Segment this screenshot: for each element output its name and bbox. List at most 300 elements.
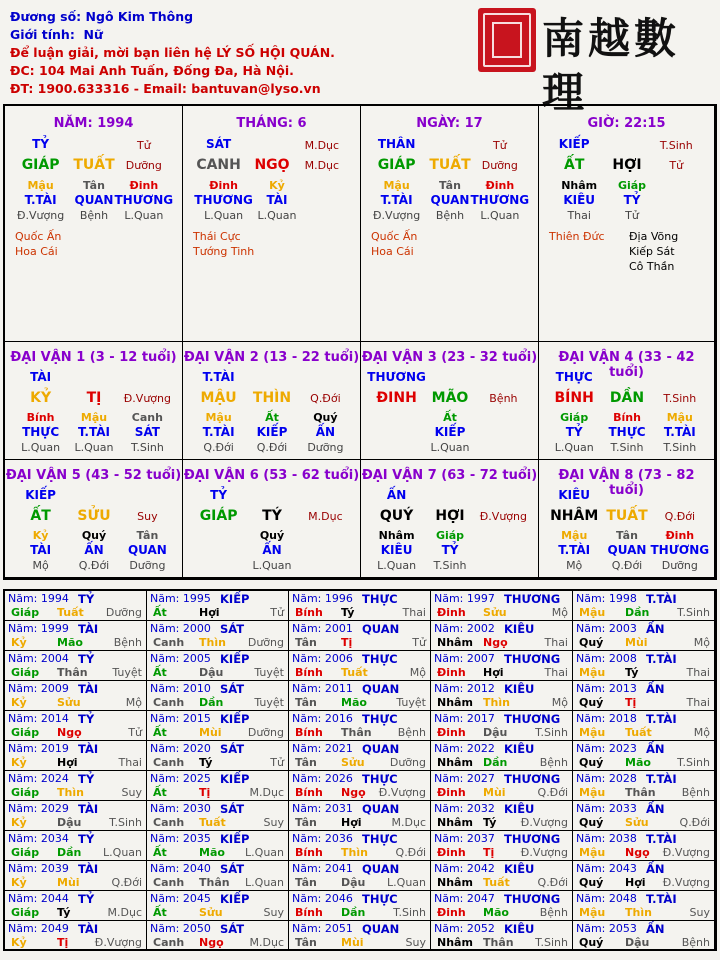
year-god: KIÊU xyxy=(504,622,535,636)
year-god: KIẾP xyxy=(220,592,250,606)
year-stage: Bệnh xyxy=(539,756,568,769)
dai-van-stem: KỶ xyxy=(30,390,52,406)
hidden-stem-stage: L.Quan xyxy=(204,209,244,222)
year-branch: Thân xyxy=(57,666,88,679)
dai-van-god: TỶ xyxy=(210,488,228,502)
hidden-stem-stage: T.Sinh xyxy=(130,441,164,454)
yearly-luck-grid xyxy=(3,589,717,951)
pillar-stage: Dưỡng xyxy=(125,159,162,172)
year-label: Năm: 2012 xyxy=(434,682,495,695)
hidden-stem-god: KIÊU xyxy=(380,543,413,557)
hidden-stem: Đinh xyxy=(665,529,695,542)
year-cell xyxy=(573,921,715,951)
year-cell xyxy=(573,651,715,681)
year-stage: Đ.Vượng xyxy=(520,816,568,829)
pillar-stage: M.Dục xyxy=(304,159,340,172)
hidden-stem-god: TỶ xyxy=(565,425,583,439)
year-cell xyxy=(5,861,147,891)
year-cell xyxy=(573,741,715,771)
year-stage: T.Sinh xyxy=(677,606,710,619)
year-stage: Suy xyxy=(263,816,284,829)
dai-van-stage: M.Dục xyxy=(308,510,343,523)
year-god: ẤN xyxy=(646,682,665,696)
year-cell xyxy=(147,681,289,711)
year-branch: Sửu xyxy=(483,606,507,619)
year-god: SÁT xyxy=(220,682,245,696)
year-label: Năm: 2049 xyxy=(8,922,69,935)
dai-van-cell xyxy=(183,460,361,578)
year-god: ẤN xyxy=(646,742,665,756)
dai-van-title: ĐẠI VẬN 4 (33 - 42 tuổi) xyxy=(558,350,695,380)
year-branch: Mùi xyxy=(57,876,80,889)
hidden-stem-stage: L.Quan xyxy=(554,441,594,454)
pillar-cell xyxy=(361,106,539,342)
year-cell xyxy=(431,651,573,681)
year-god: SÁT xyxy=(220,622,245,636)
year-god: THỰC xyxy=(362,892,398,906)
year-stage: Q.Đới xyxy=(111,876,142,889)
year-stage: Q.Đới xyxy=(679,816,710,829)
year-stage: Q.Đới xyxy=(537,876,568,889)
hidden-stem-god: TỶ xyxy=(441,543,459,557)
year-god: KIẾP xyxy=(220,652,250,666)
year-branch: Thìn xyxy=(57,786,84,799)
hidden-stem: Nhâm xyxy=(378,529,415,542)
pillar-cell xyxy=(539,106,715,342)
year-cell xyxy=(5,621,147,651)
pillar-cell xyxy=(5,106,183,342)
pillar-stem-god: KIẾP xyxy=(558,137,590,151)
year-branch: Mùi xyxy=(625,636,648,649)
year-stage: M.Dục xyxy=(391,816,426,829)
year-branch: Hợi xyxy=(483,666,504,679)
dai-van-title: ĐẠI VẬN 3 (23 - 32 tuổi) xyxy=(361,350,538,365)
year-cell xyxy=(573,831,715,861)
hidden-stem: Quý xyxy=(81,529,107,542)
hidden-stem: Quý xyxy=(313,411,338,424)
hidden-stem-stage: L.Quan xyxy=(377,559,417,572)
year-label: Năm: 2018 xyxy=(576,712,637,725)
pillar-title: THÁNG: 6 xyxy=(236,116,307,131)
hidden-stem-stage: Dưỡng xyxy=(661,559,698,572)
hidden-stem-god: KIẾP xyxy=(434,425,466,439)
dai-van-branch: DẦN xyxy=(609,390,645,406)
year-god: SÁT xyxy=(220,802,245,816)
year-cell xyxy=(289,681,431,711)
year-cell xyxy=(431,591,573,621)
year-label: Năm: 2025 xyxy=(150,772,211,785)
year-god: SÁT xyxy=(220,922,245,936)
year-branch: Ngọ xyxy=(57,726,82,739)
year-cell xyxy=(289,621,431,651)
year-stage: M.Dục xyxy=(107,906,142,919)
dai-van-stem: MẬU xyxy=(200,390,237,406)
year-stage: Bệnh xyxy=(113,636,142,649)
year-stem: Kỷ xyxy=(11,816,27,829)
year-stem: Đinh xyxy=(437,606,466,619)
year-stem: Đinh xyxy=(437,666,466,679)
year-cell xyxy=(573,801,715,831)
year-stage: Tuyệt xyxy=(254,696,284,709)
year-god: TÀI xyxy=(78,862,99,876)
hidden-stem-stage: Mộ xyxy=(32,559,49,572)
year-stem: Đinh xyxy=(437,846,466,859)
hidden-stem: Giáp xyxy=(617,179,647,192)
pillar-stage: Tử xyxy=(669,159,684,172)
year-branch: Tị xyxy=(199,786,211,799)
year-branch: Sửu xyxy=(199,906,223,919)
year-god: T.TÀI xyxy=(646,652,677,666)
year-stem: Ất xyxy=(153,786,167,799)
year-label: Năm: 2005 xyxy=(150,652,211,665)
year-branch: Mão xyxy=(341,696,367,709)
hidden-stem: Canh xyxy=(131,411,163,424)
year-cell xyxy=(5,591,147,621)
brand-logo xyxy=(478,8,713,117)
hidden-stem-stage: Q.Đới xyxy=(611,559,643,572)
hidden-stem-stage: Dưỡng xyxy=(129,559,166,572)
year-stem: Bính xyxy=(295,666,323,679)
year-god: KIÊU xyxy=(504,922,535,936)
year-cell xyxy=(5,741,147,771)
pillar-branch: NGỌ xyxy=(254,157,290,173)
year-stem: Bính xyxy=(295,906,323,919)
year-label: Năm: 2050 xyxy=(150,922,211,935)
year-cell xyxy=(289,651,431,681)
dai-van-cell xyxy=(539,460,715,578)
year-god: KIẾP xyxy=(220,712,250,726)
year-stem: Giáp xyxy=(11,906,40,919)
year-cell xyxy=(431,831,573,861)
hidden-stem-god: T.TÀI xyxy=(78,425,110,439)
year-god: T.TÀI xyxy=(646,892,677,906)
pillar-stem-status: Tử xyxy=(492,139,507,152)
year-stage: L.Quan xyxy=(245,876,284,889)
dai-van-stem: BÍNH xyxy=(554,390,594,406)
pillar-title: NGÀY: 17 xyxy=(416,116,483,131)
hidden-stem-stage: Mộ xyxy=(566,559,583,572)
year-branch: Sửu xyxy=(57,696,81,709)
year-label: Năm: 2016 xyxy=(292,712,353,725)
year-branch: Sửu xyxy=(625,816,649,829)
hidden-stem: Giáp xyxy=(560,411,589,424)
year-god: TÀI xyxy=(78,682,99,696)
year-cell xyxy=(431,801,573,831)
year-god: KIÊU xyxy=(504,682,535,696)
year-cell xyxy=(573,861,715,891)
year-cell xyxy=(431,771,573,801)
pillar-title: NĂM: 1994 xyxy=(53,116,134,131)
pillar-stem-status: Tử xyxy=(136,139,151,152)
year-god: SÁT xyxy=(220,862,245,876)
hidden-stem: Tân xyxy=(439,179,461,192)
dai-van-stage: Q.Đới xyxy=(664,510,696,523)
dai-van-branch: TUẤT xyxy=(606,508,648,524)
hidden-stem: Ất xyxy=(443,411,457,424)
hidden-stem: Ất xyxy=(265,411,279,424)
hidden-stem: Mậu xyxy=(80,411,108,424)
dai-van-stage: Đ.Vượng xyxy=(123,392,171,405)
year-god: TÀI xyxy=(78,802,99,816)
year-branch: Ngọ xyxy=(483,636,508,649)
hidden-stem: Đinh xyxy=(485,179,515,192)
year-stage: T.Sinh xyxy=(535,726,568,739)
year-stem: Mậu xyxy=(579,726,606,739)
year-god: THƯƠNG xyxy=(504,772,561,786)
phone-email-line: ĐT: 1900.633316 - Email: bantuvan@lyso.vn xyxy=(10,81,321,96)
year-god: SÁT xyxy=(220,742,245,756)
pillar-stem-status: M.Dục xyxy=(304,139,340,152)
year-stage: Thai xyxy=(118,756,142,769)
year-branch: Thân xyxy=(483,936,514,949)
year-label: Năm: 2002 xyxy=(434,622,495,635)
year-label: Năm: 2033 xyxy=(576,802,637,815)
year-cell xyxy=(147,771,289,801)
year-stem: Ất xyxy=(153,846,167,859)
pillar-branch: HỢI xyxy=(612,157,642,173)
dai-van-title: ĐẠI VẬN 1 (3 - 12 tuổi) xyxy=(10,350,177,365)
year-cell xyxy=(431,741,573,771)
year-cell xyxy=(573,621,715,651)
year-branch: Hợi xyxy=(341,816,362,829)
year-stage: Tuyệt xyxy=(112,666,142,679)
year-branch: Dần xyxy=(57,846,82,859)
year-branch: Hợi xyxy=(199,606,220,619)
year-branch: Tuất xyxy=(483,876,510,889)
year-stage: Q.Đới xyxy=(395,846,426,859)
year-label: Năm: 1999 xyxy=(8,622,69,635)
year-branch: Dậu xyxy=(57,816,82,829)
year-branch: Sửu xyxy=(341,756,365,769)
hidden-stem-stage: Thai xyxy=(567,209,591,222)
year-label: Năm: 2039 xyxy=(8,862,69,875)
pillar-cell xyxy=(183,106,361,342)
year-stage: Đ.Vượng xyxy=(520,846,568,859)
year-god: THỰC xyxy=(362,772,398,786)
pillar-branch: TUẤT xyxy=(73,157,115,173)
year-stem: Nhâm xyxy=(437,756,473,769)
year-stage: Mộ xyxy=(693,636,710,649)
year-branch: Tuất xyxy=(199,816,226,829)
hidden-stem: Kỷ xyxy=(269,179,285,192)
year-label: Năm: 2019 xyxy=(8,742,69,755)
year-stage: Đ.Vượng xyxy=(378,786,426,799)
pillar-stem: GIÁP xyxy=(21,157,60,173)
contact-line: Để luận giải, mời bạn liên hệ LÝ SỐ HỘI QUÁN. xyxy=(10,45,335,60)
hidden-stem-stage: Bệnh xyxy=(79,209,109,222)
year-branch: Dần xyxy=(341,906,366,919)
pillar-stem-god: SÁT xyxy=(206,137,232,151)
year-label: Năm: 2024 xyxy=(8,772,69,785)
dai-van-branch: TÝ xyxy=(262,508,282,524)
year-branch: Dần xyxy=(199,696,224,709)
logo-text: 南越數理 xyxy=(542,14,681,117)
hidden-stem-stage: T.Sinh xyxy=(610,441,644,454)
year-label: Năm: 2020 xyxy=(150,742,211,755)
year-label: Năm: 1994 xyxy=(8,592,69,605)
year-god: QUAN xyxy=(362,862,400,876)
hidden-stem-god: ẤN xyxy=(315,425,336,439)
hidden-stem-god: QUAN xyxy=(74,193,114,207)
year-stage: Suy xyxy=(689,906,710,919)
year-cell xyxy=(289,891,431,921)
year-god: THƯƠNG xyxy=(504,892,561,906)
pillar-stem: ẤT xyxy=(563,157,585,173)
pillar-title: GIỜ: 22:15 xyxy=(587,116,666,131)
hidden-stem-stage: Tử xyxy=(625,209,639,222)
year-stem: Nhâm xyxy=(437,636,473,649)
year-stage: L.Quan xyxy=(245,846,284,859)
year-stage: Dưỡng xyxy=(247,636,284,649)
year-stem: Kỷ xyxy=(11,636,27,649)
dai-van-stage: Bệnh xyxy=(489,392,518,405)
pillar-stem: GIÁP xyxy=(377,157,416,173)
year-stage: Q.Đới xyxy=(537,786,568,799)
year-stage: Thai xyxy=(544,636,568,649)
year-label: Năm: 2035 xyxy=(150,832,211,845)
year-cell xyxy=(289,591,431,621)
shensha-star: Quốc Ấn xyxy=(15,230,62,243)
year-branch: Mùi xyxy=(483,786,506,799)
hidden-stem-stage: T.Sinh xyxy=(433,559,467,572)
hidden-stem-god: ẤN xyxy=(84,543,104,557)
year-stage: Đ.Vượng xyxy=(662,846,710,859)
year-label: Năm: 2011 xyxy=(292,682,353,695)
year-stem: Đinh xyxy=(437,906,466,919)
dai-van-god: THỰC xyxy=(555,370,593,384)
hidden-stem-god: TÀI xyxy=(30,543,52,557)
year-stem: Quý xyxy=(579,876,604,889)
year-cell xyxy=(289,861,431,891)
year-stage: M.Dục xyxy=(249,786,284,799)
year-branch: Dần xyxy=(625,606,650,619)
year-stem: Quý xyxy=(579,936,604,949)
year-cell xyxy=(5,681,147,711)
year-god: THƯƠNG xyxy=(504,832,561,846)
pillar-branch: TUẤT xyxy=(429,157,471,173)
year-stem: Tân xyxy=(295,696,317,709)
year-god: TÀI xyxy=(78,622,99,636)
hidden-stem-god: QUAN xyxy=(430,193,470,207)
year-stem: Kỷ xyxy=(11,756,27,769)
year-god: KIẾP xyxy=(220,772,250,786)
year-stem: Tân xyxy=(295,816,317,829)
shensha-star: Tướng Tinh xyxy=(193,245,255,258)
year-label: Năm: 2037 xyxy=(434,832,495,845)
year-stem: Mậu xyxy=(579,786,606,799)
year-cell xyxy=(5,651,147,681)
hidden-stem-stage: L.Quan xyxy=(252,559,292,572)
year-god: QUAN xyxy=(362,682,400,696)
year-stage: T.Sinh xyxy=(535,936,568,949)
year-branch: Tuất xyxy=(341,666,368,679)
year-stage: Tuyệt xyxy=(396,696,426,709)
year-label: Năm: 2053 xyxy=(576,922,637,935)
year-god: THỰC xyxy=(362,652,398,666)
year-stem: Canh xyxy=(153,816,185,829)
year-branch: Dậu xyxy=(483,726,508,739)
year-god: KIÊU xyxy=(504,742,535,756)
year-cell xyxy=(573,771,715,801)
pillar-stage: Dưỡng xyxy=(481,159,518,172)
year-label: Năm: 2021 xyxy=(292,742,353,755)
year-branch: Mão xyxy=(483,906,509,919)
dai-van-stem: GIÁP xyxy=(199,508,238,524)
year-branch: Ngọ xyxy=(341,786,366,799)
year-label: Năm: 2047 xyxy=(434,892,495,905)
year-label: Năm: 2007 xyxy=(434,652,495,665)
year-label: Năm: 2004 xyxy=(8,652,69,665)
year-cell xyxy=(5,771,147,801)
year-cell xyxy=(5,831,147,861)
hidden-stem: Mậu xyxy=(205,411,232,424)
year-cell xyxy=(573,711,715,741)
year-label: Năm: 2045 xyxy=(150,892,211,905)
year-cell xyxy=(147,921,289,951)
year-stage: Mộ xyxy=(551,606,568,619)
year-stage: Suy xyxy=(121,786,142,799)
pillar-stem: CANH xyxy=(196,157,241,173)
year-branch: Tị xyxy=(625,696,637,709)
hidden-stem-god: T.TÀI xyxy=(380,193,413,207)
year-cell xyxy=(147,831,289,861)
hidden-stem-stage: L.Quan xyxy=(480,209,520,222)
year-branch: Tý xyxy=(57,906,71,919)
year-stem: Giáp xyxy=(11,666,40,679)
year-stage: Mộ xyxy=(551,696,568,709)
hidden-stem: Giáp xyxy=(435,529,465,542)
hidden-stem-god: THƯƠNG xyxy=(470,193,530,207)
hidden-stem: Mậu xyxy=(383,179,410,192)
year-stage: Dưỡng xyxy=(247,726,284,739)
year-label: Năm: 1995 xyxy=(150,592,211,605)
year-stem: Mậu xyxy=(579,906,606,919)
year-cell xyxy=(5,801,147,831)
year-stage: Đ.Vượng xyxy=(662,876,710,889)
year-stage: M.Dục xyxy=(249,936,284,949)
year-label: Năm: 2031 xyxy=(292,802,353,815)
pillar-stem-god: THÂN xyxy=(377,137,416,151)
year-stem: Quý xyxy=(579,696,604,709)
year-label: Năm: 2036 xyxy=(292,832,353,845)
year-branch: Thân xyxy=(199,876,230,889)
year-stem: Nhâm xyxy=(437,876,473,889)
dai-van-branch: SỬU xyxy=(77,508,111,524)
year-stem: Bính xyxy=(295,846,323,859)
year-stem: Tân xyxy=(295,756,317,769)
hidden-stem-stage: L.Quan xyxy=(21,441,61,454)
dai-van-god: THƯƠNG xyxy=(367,370,426,384)
year-cell xyxy=(431,621,573,651)
year-cell xyxy=(431,921,573,951)
year-branch: Thìn xyxy=(625,906,652,919)
year-stage: Thai xyxy=(544,666,568,679)
year-stem: Canh xyxy=(153,636,185,649)
hidden-stem-god: KIẾP xyxy=(256,425,288,439)
year-god: KIẾP xyxy=(220,892,250,906)
year-branch: Tý xyxy=(483,816,497,829)
year-cell xyxy=(431,711,573,741)
year-label: Năm: 2051 xyxy=(292,922,353,935)
hidden-stem: Tân xyxy=(616,529,638,542)
year-label: Năm: 2028 xyxy=(576,772,637,785)
year-cell xyxy=(5,891,147,921)
hidden-stem-god: T.TÀI xyxy=(202,425,235,439)
hidden-stem: Tân xyxy=(83,179,105,192)
year-branch: Tị xyxy=(483,846,495,859)
year-god: THỰC xyxy=(362,592,398,606)
year-branch: Thìn xyxy=(341,846,368,859)
